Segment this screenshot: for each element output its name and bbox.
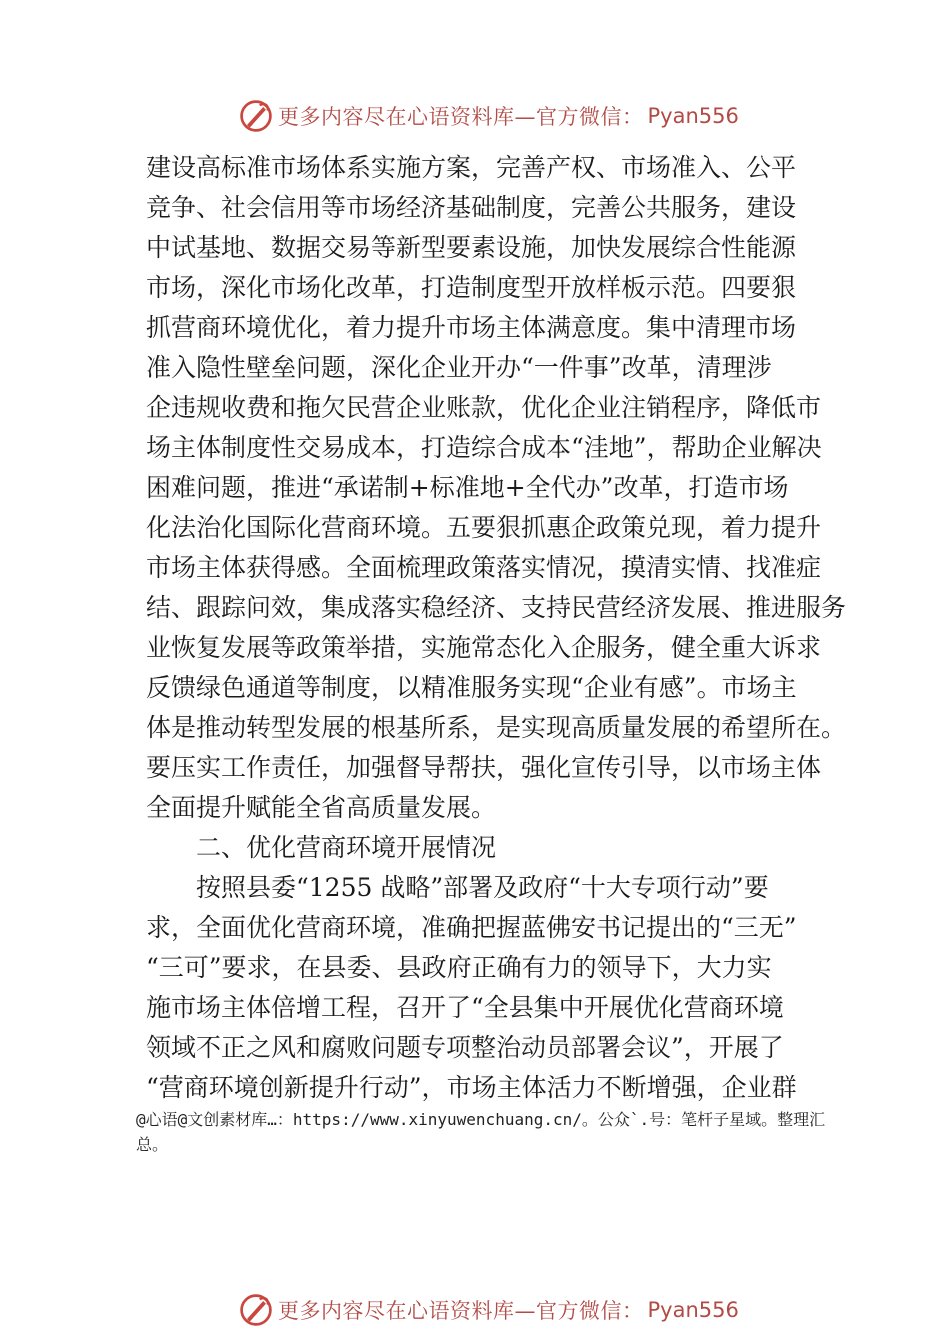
paragraph-line: “营商环境创新提升行动”，市场主体活力不断增强，企业群: [146, 1073, 797, 1102]
footer-note: @心语@文创素材库…：https://www.xinyuwenchuang.cn/。公众`.号：笔杆子星域。整理汇总。: [136, 1110, 826, 1154]
body-line: 市场，深化市场化改革，打造制度型开放样板示范。四要狠: [146, 273, 797, 302]
paragraph-line: “三可”要求，在县委、县政府正确有力的领导下，大力实: [146, 953, 772, 982]
footer-banner: [0, 1290, 950, 1330]
banner-text: 更多内容尽在心语资料库—官方微信：: [278, 105, 644, 129]
banner-wechat-id: Pyan556: [647, 104, 739, 128]
brand-logo-icon: [238, 98, 274, 134]
section-heading: 二、优化营商环境开展情况: [196, 833, 497, 862]
banner-text: 更多内容尽在心语资料库—官方微信：: [278, 1299, 644, 1323]
body-line: 准入隐性壁垒问题，深化企业开办“一件事”改革，清理涉: [146, 353, 772, 382]
body-line: 结、跟踪问效，集成落实稳经济、支持民营经济发展、推进服务: [146, 593, 847, 622]
body-line: 市场主体获得感。全面梳理政策落实情况，摸清实情、找准症: [146, 553, 822, 582]
paragraph-line: 求，全面优化营商环境，准确把握蓝佛安书记提出的“三无”: [146, 913, 797, 942]
body-line: 场主体制度性交易成本，打造综合成本“洼地”，帮助企业解决: [146, 433, 822, 462]
header-banner: [0, 96, 950, 136]
body-line: 体是推动转型发展的根基所系，是实现高质量发展的希望所在。: [146, 713, 847, 742]
body-line: 中试基地、数据交易等新型要素设施，加快发展综合性能源: [146, 233, 797, 262]
body-line: 竞争、社会信用等市场经济基础制度，完善公共服务，建设: [146, 193, 797, 222]
body-line: 反馈绿色通道等制度，以精准服务实现“企业有感”。市场主: [146, 673, 797, 702]
paragraph-line: 按照县委“1255 战略”部署及政府“十大专项行动”要: [196, 873, 769, 902]
body-line: 化法治化国际化营商环境。五要狠抓惠企政策兑现，着力提升: [146, 513, 822, 542]
body-line: 困难问题，推进“承诺制+标准地+全代办”改革，打造市场: [146, 473, 789, 502]
body-line: 全面提升赋能全省高质量发展。: [146, 793, 497, 822]
brand-logo-icon: [238, 1292, 274, 1328]
paragraph-line: 领域不正之风和腐败问题专项整治动员部署会议”，开展了: [146, 1033, 784, 1062]
body-line: 抓营商环境优化，着力提升市场主体满意度。集中清理市场: [146, 313, 797, 342]
body-line: 要压实工作责任，加强督导帮扶，强化宣传引导，以市场主体: [146, 753, 822, 782]
paragraph-line: 施市场主体倍增工程，召开了“全县集中开展优化营商环境: [146, 993, 784, 1022]
document-body: [146, 148, 847, 1108]
body-line: 建设高标准市场体系实施方案，完善产权、市场准入、公平: [146, 153, 797, 182]
body-line: 企违规收费和拖欠民营企业账款，优化企业注销程序，降低市: [146, 393, 822, 422]
body-line: 业恢复发展等政策举措，实施常态化入企服务，健全重大诉求: [146, 633, 822, 662]
banner-wechat-id: Pyan556: [647, 1298, 739, 1322]
